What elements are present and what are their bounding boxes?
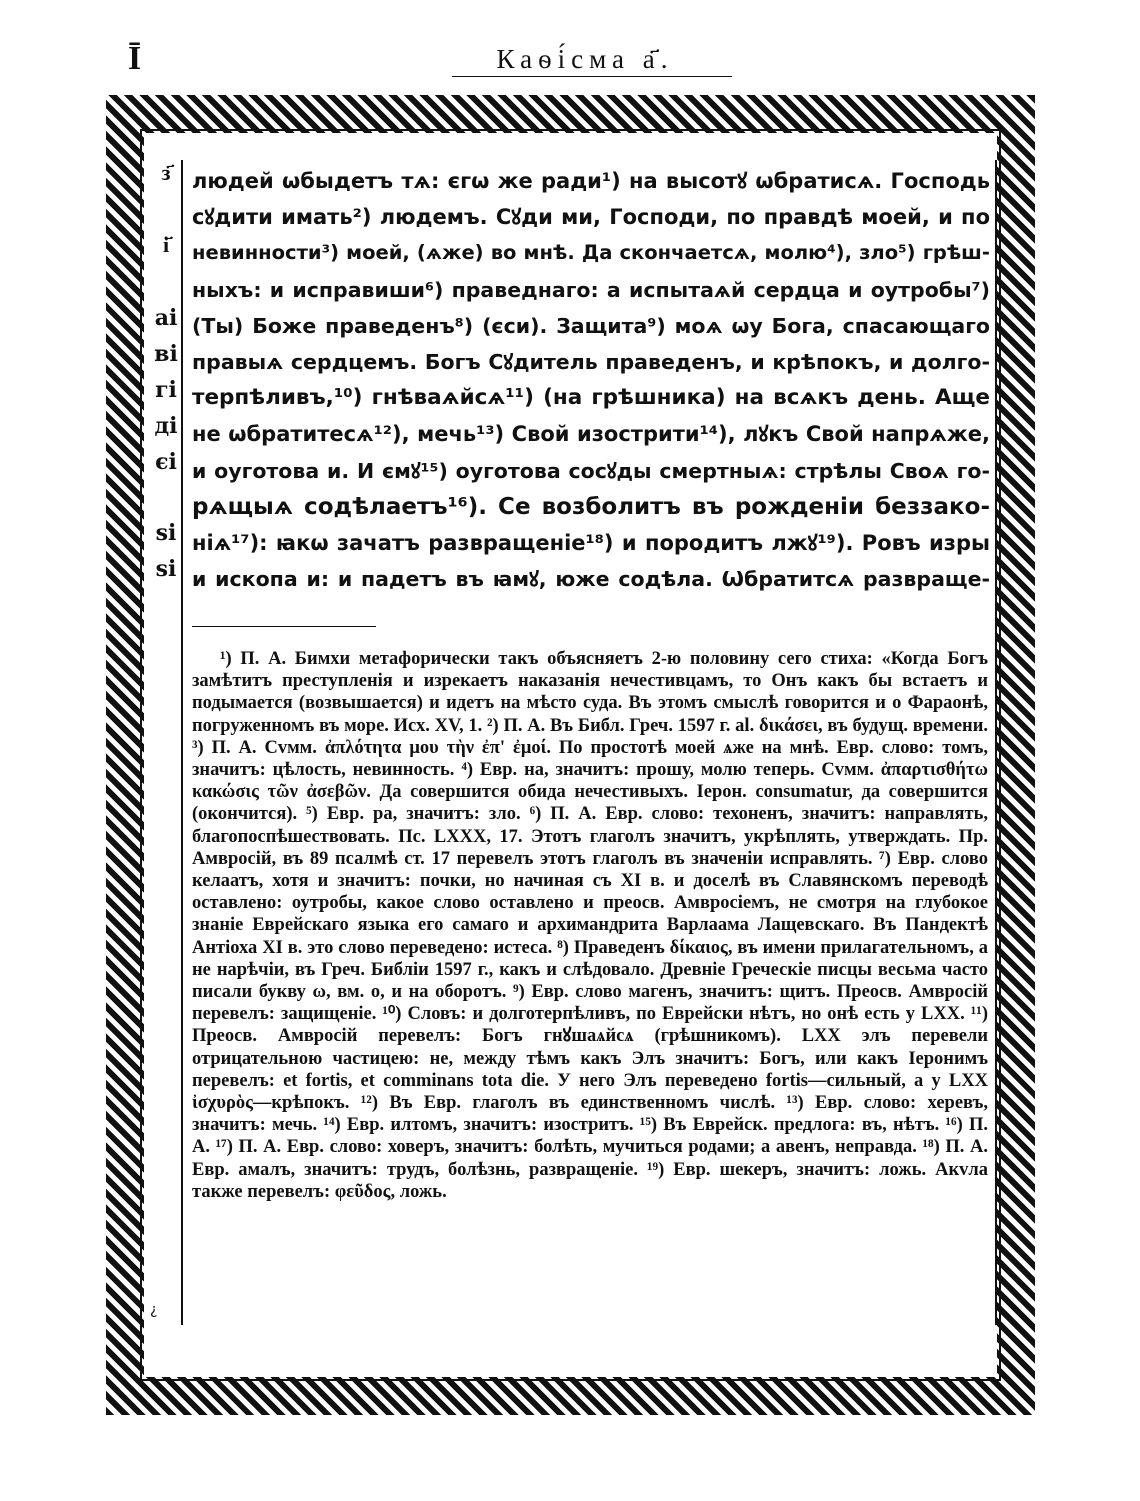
verse-line: не ѡбратитесѧ¹²), мечь¹³) Свой изострити¹⁴), лꙋкъ Свой напрѧже, (192, 422, 990, 447)
verse-line: невинности³) моей, (ѧже) во мнѣ. Да скончаетсѧ, молю⁴), зло⁵) грѣш- (192, 241, 990, 265)
footnotes-block: ¹) П. А. Бимхи метафорически такъ объясняетъ 2-ю половину сего стиха: «Когда Богъ замѣтитъ преступленія и изрекаетъ наказанія нечестивцамъ, то Онъ какъ бы встаетъ и подымается (возвышается) и идетъ на мѣсто суда. Въ этомъ смыслѣ говорится и о Фараонѣ, погруженномъ въ море. Исх. XV, 1. ²) П. А. Въ Библ. Греч. 1597 г. al. δικάσει, въ будущ. времени. ³) П. А. Сvмм. ἀπλότητα μου τὴν ἐπ' ἐμοί. По простотѣ моей ѧже на мнѣ. Евр. слово: томъ, значитъ: цѣлость, невинность. ⁴) Евр. на, значитъ: прошу, молю теперь. Сvмм. ἀπαρτισθήτω κακώσις τῶν ἀσεβῶν. Да совершится обида нечестивыхъ. Іерон. consumatur, да совершится (окончится). ⁵) Евр. ра, значитъ: зло. ⁶) П. А. Евр. слово: техоненъ, значитъ: направлять, благопоспѣшествовать. Пс. LXXX, 17. Этотъ глаголъ значитъ, укрѣплять, утверждать. Пр. Амвросій, въ 89 псалмѣ ст. 17 перевелъ этотъ глаголъ въ значеніи исправлять. ⁷) Евр. слово келаатъ, хотя и значитъ: почки, но начиная съ XI в. и доселѣ въ Славянскомъ переводѣ оставлено: оутробы, какое слово оставлено и преосв. Амвросіемъ, не смотря на глубокое знаніе Еврейскаго языка его самаго и архимандрита Варлаама Лащевскаго. Въ Пандектѣ Антіоха XI в. это слово переведено: истеса. ⁸) Праведенъ δίκαιος, въ имени прилагательномъ, а не нарѣчіи, въ Греч. Библіи 1597 г., какъ и слѣдовало. Древніе Греческіе писцы весьма часто писали букву ω, вм. о, и на оборотъ. ⁹) Евр. слово магенъ, значитъ: щитъ. Преосв. Амвросій перевелъ: защищеніе. ¹⁰) Словъ: и долготерпѣливъ, по Еврейски нѣтъ, но онѣ есть у LXX. ¹¹) Преосв. Амвросій перевелъ: Богъ гнꙋшаѧйсѧ (грѣшникомъ). LXX элъ перевели отрицательною частицею: не, между тѣмъ какъ Элъ значитъ: Богъ, или какъ Іеронимъ перевелъ: et fortis, et comminans tota die. У него Элъ переведено fortis—сильный, а у LXX ἰσχυρὸς—крѣпокъ. ¹²) Въ Евр. глаголъ въ единственномъ числѣ. ¹³) Евр. слово: херевъ, значитъ: мечь. ¹⁴) Евр. илтомъ, значитъ: изостритъ. ¹⁵) Въ Еврейск. предлога: въ, нѣтъ. ¹⁶) П. А. ¹⁷) П. А. Евр. слово: ховеръ, значитъ: болѣть, мучиться родами; а авенъ, неправда. ¹⁸) П. А. Евр. амалъ, значитъ: трудъ, болѣзнь, развращеніе. ¹⁹) Евр. шекеръ, значитъ: ложь. Акvла также перевелъ: φεῦδος, ложь. (192, 649, 988, 1202)
psalm-text (192, 163, 990, 597)
verse-line: людей ѡбыдетъ тѧ: єгѡ же ради¹) на высотꙋ ѡбратисѧ. Господь (192, 169, 990, 193)
verse-number: єі (155, 449, 177, 475)
header-rule (452, 76, 732, 77)
leaf-mark: ¿ (150, 1302, 158, 1318)
margin-column-rule (181, 160, 183, 1325)
verse-line: ніѧ¹⁷): ꙗкѡ зачатъ развращеніе¹⁸) и породитъ лжꙋ¹⁹). Ровъ изры (192, 530, 990, 555)
verse-number: ві (154, 341, 178, 367)
verse-number: ѕі (155, 556, 177, 582)
verse-number: з҃ (161, 160, 171, 186)
right-column-rule (995, 160, 997, 1325)
verse-number: гі (155, 377, 177, 403)
verse-line: сꙋдити имать²) людемъ. Сꙋди ми, Господи, по правдѣ моей, и по (192, 205, 990, 230)
verse-line: терпѣливъ,¹⁰) гнѣваѧйсѧ¹¹) (на грѣшника) на всѧкъ день. Аще (192, 385, 990, 411)
verse-number-column (152, 160, 180, 610)
verse-line: рѧщыѧ содѣлаетъ¹⁶). Се возболитъ въ рожденіи беззако- (192, 493, 990, 520)
footnote-separator (192, 626, 376, 627)
verse-line: правыѧ сердцемъ. Богъ Сꙋдитель праведенъ, и крѣпокъ, и долго- (192, 349, 990, 374)
verse-number: ді (154, 413, 178, 439)
verse-number: ѕі (155, 520, 177, 546)
page-number: Ī (128, 40, 142, 77)
verse-line: и ископа и: и падетъ въ ꙗмꙋ, юже содѣла. Ѡбратитсѧ развраще- (192, 567, 990, 592)
verse-line: и оуготова и. И ємꙋ¹⁵) оуготова сосꙋды смертныѧ: стрѣлы Своѧ го- (192, 458, 990, 483)
verse-line: (Ты) Боже праведенъ⁸) (єси). Защита⁹) моѧ ѡу Бога, спасающаго (192, 313, 990, 338)
verse-number: і҃ (162, 232, 170, 258)
verse-number: аі (154, 305, 178, 331)
running-title: Каѳі́сма а҃. (496, 44, 674, 74)
verse-line: ныхъ: и исправиши⁶) праведнаго: а испытаѧй сердца и оутробы⁷) (192, 277, 990, 302)
